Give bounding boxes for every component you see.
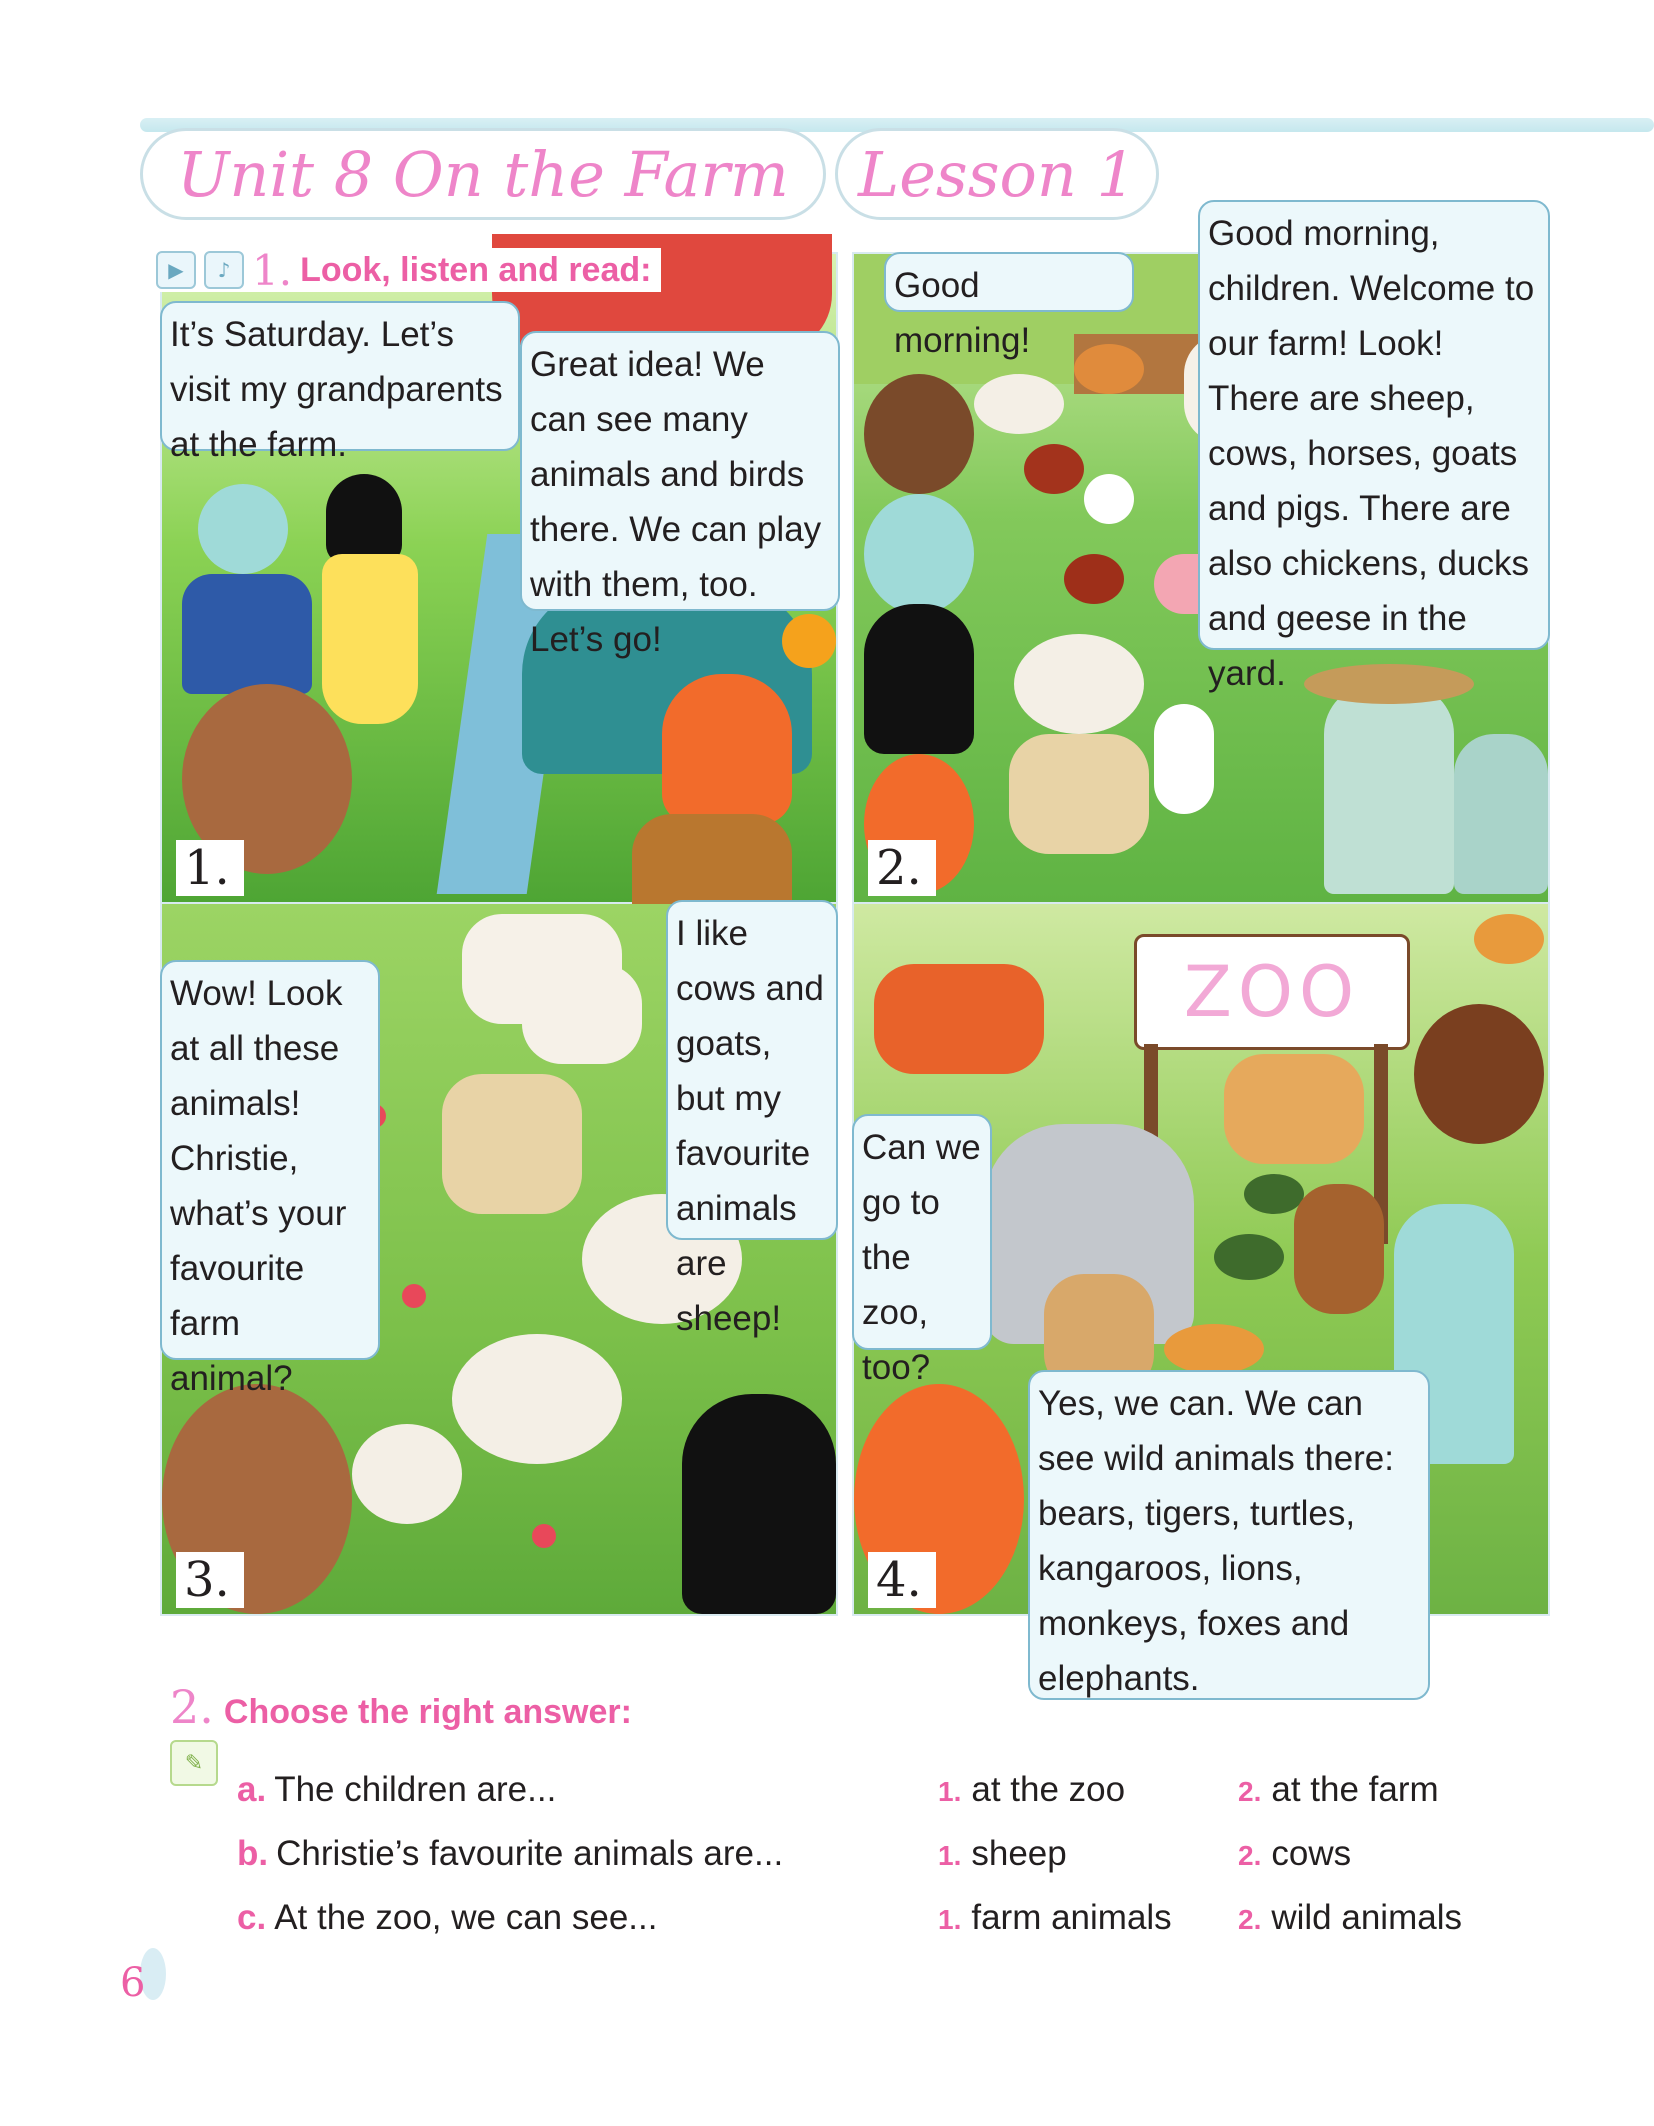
alien-boy-illustration <box>864 494 974 614</box>
zoo-sign-text: ZOO <box>1183 951 1361 1033</box>
girl-illustration <box>864 604 974 754</box>
fox-2-illustration <box>1164 1324 1264 1374</box>
turtle-illustration <box>1244 1174 1304 1214</box>
girl-dress-illustration <box>322 554 418 724</box>
curly-girl-illustration <box>864 374 974 494</box>
fox-illustration <box>1474 914 1544 964</box>
cow-2-illustration <box>522 964 642 1064</box>
lesson-title: Lesson 1 <box>858 137 1136 211</box>
lamb-illustration <box>352 1424 462 1524</box>
pencil-icon: ✎ <box>170 1740 218 1786</box>
duck-illustration <box>1084 474 1134 524</box>
question-c-option-2[interactable]: 2. wild animals <box>1238 1898 1462 1937</box>
exercise-1-title: Look, listen and read: <box>300 250 652 289</box>
exercise-1-heading <box>156 245 661 295</box>
goat-illustration <box>1009 734 1149 854</box>
lion-illustration <box>1224 1054 1364 1164</box>
alien-boy-body-illustration <box>182 574 312 694</box>
redhead-girl-illustration <box>662 674 792 824</box>
panel-1-number: 1. <box>176 840 244 896</box>
audio-icon[interactable]: ♪ <box>204 251 244 289</box>
exercise-2-heading <box>170 1680 632 1734</box>
tiger-illustration <box>874 964 1044 1074</box>
exercise-1-number: 1. <box>252 245 293 295</box>
panel-4-number: 4. <box>868 1552 936 1608</box>
page-number: 6 <box>120 1960 146 2006</box>
speech-bubble-1a: It’s Saturday. Let’s visit my grandparents at the farm. <box>160 301 520 451</box>
unit-title-banner <box>140 128 826 220</box>
question-c-option-1[interactable]: 1. farm animals <box>938 1898 1172 1937</box>
speech-bubble-2b: Good morning, children. Welcome to our farm! Look! There are sheep, cows, horses, goats and pigs. There are also chickens, ducks and geese in the yard. <box>1198 200 1550 650</box>
exercise-2-number: 2. <box>170 1680 214 1734</box>
sheep-2-illustration <box>452 1334 622 1464</box>
video-icon[interactable]: ▶ <box>156 251 196 289</box>
goat-illustration <box>442 1074 582 1214</box>
turtle-2-illustration <box>1214 1234 1284 1280</box>
redhead-girl-body-illustration <box>632 814 792 904</box>
zoo-sign <box>1134 934 1410 1050</box>
comic-panel-1 <box>160 252 838 904</box>
comic-panel-3 <box>160 902 838 1616</box>
comic-panel-2 <box>852 214 1550 904</box>
question-b-option-1[interactable]: 1. sheep <box>938 1834 1067 1873</box>
grandfather-illustration <box>1324 684 1454 894</box>
question-c: c. At the zoo, we can see... <box>237 1898 658 1937</box>
straw-hat-illustration <box>1304 664 1474 704</box>
girl-hair-illustration <box>326 474 402 564</box>
question-a-option-1[interactable]: 1. at the zoo <box>938 1770 1126 1809</box>
question-a: a. The children are... <box>237 1770 557 1809</box>
lesson-title-banner <box>835 128 1159 220</box>
sheep-illustration <box>1014 634 1144 734</box>
question-b-option-2[interactable]: 2. cows <box>1238 1834 1352 1873</box>
panel-3-number: 3. <box>176 1552 244 1608</box>
alien-boy-head-illustration <box>198 484 288 574</box>
flower-icon <box>402 1284 426 1308</box>
speech-bubble-3a: Wow! Look at all these animals! Christie, what’s your favourite farm animal? <box>160 960 380 1360</box>
question-b: b. Christie’s favourite animals are... <box>237 1834 784 1873</box>
flower-icon <box>532 1524 556 1548</box>
grandmother-illustration <box>1454 734 1548 894</box>
speech-bubble-3b: I like cows and goats, but my favourite animals are sheep! <box>666 900 838 1240</box>
speech-bubble-2a: Good morning! <box>884 252 1134 312</box>
speech-bubble-1b: Great idea! We can see many animals and birds there. We can play with them, too. Let’s go! <box>520 331 840 611</box>
bear-illustration <box>1414 1004 1544 1144</box>
sheep-small-illustration <box>974 374 1064 434</box>
girl-illustration <box>682 1394 836 1614</box>
panel-2-number: 2. <box>868 840 936 896</box>
question-a-option-2[interactable]: 2. at the farm <box>1238 1770 1439 1809</box>
rooster-illustration <box>1064 554 1124 604</box>
exercise-2-title: Choose the right answer: <box>223 1693 632 1731</box>
cat-illustration <box>1074 344 1144 394</box>
unit-title: Unit 8 On the Farm <box>177 137 789 211</box>
speech-bubble-4b: Yes, we can. We can see wild animals there: bears, tigers, turtles, kangaroos, lions, monkeys, foxes and elephants. <box>1028 1370 1430 1700</box>
goose-illustration <box>1154 704 1214 814</box>
monkey-illustration <box>1294 1184 1384 1314</box>
speech-bubble-4a: Can we go to the zoo, too? <box>852 1114 992 1350</box>
hen-illustration <box>1024 444 1084 494</box>
light-illustration <box>782 614 836 668</box>
